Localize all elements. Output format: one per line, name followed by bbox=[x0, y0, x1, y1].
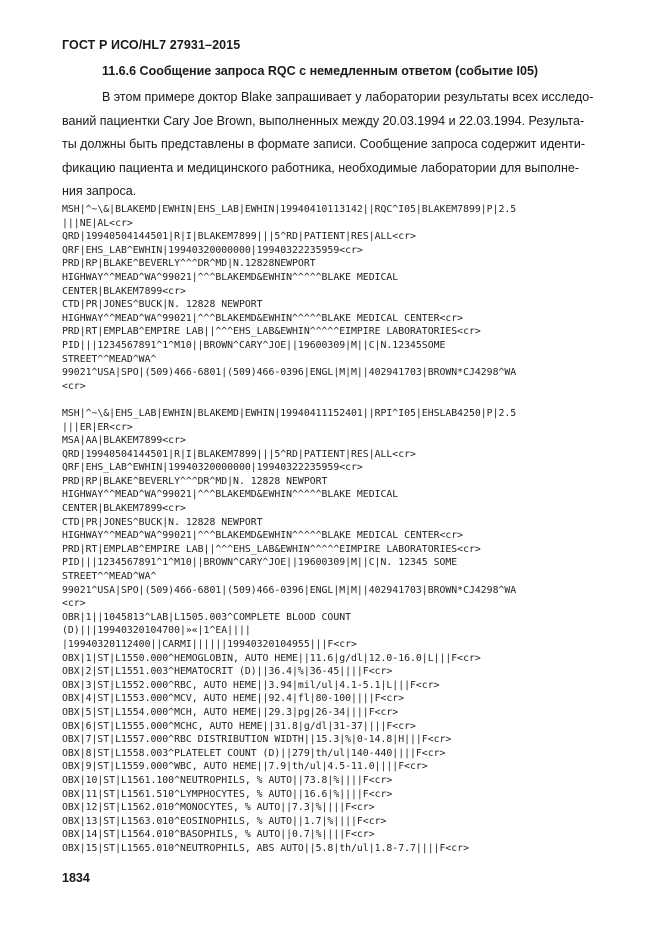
code-line: OBX|6|ST|L1555.000^MCHC, AUTO HEME||31.8|g/dl|31-37||||F<cr> bbox=[62, 720, 416, 732]
code-line: OBX|12|ST|L1562.010^MONOCYTES, % AUTO||7.3|%||||F<cr> bbox=[62, 802, 375, 814]
code-line: |19940320112400||CARMI||||||19940320104955|||F<cr> bbox=[62, 639, 357, 650]
code-line: QRF|EHS_LAB^EWHIN|19940320000000|19940322235959<cr> bbox=[62, 244, 363, 256]
code-line: |||NE|AL<cr> bbox=[62, 217, 133, 229]
code-line: HIGHWAY^^MEAD^WA^99021|^^^BLAKEMD&EWHIN^^^^^BLAKE MEDICAL bbox=[62, 489, 399, 501]
code-line: (D)|||19940320104700|»«|1^EA|||| bbox=[62, 625, 251, 637]
code-line: 99021^USA|SPO|(509)466-6801|(509)466-0396|ENGL|M|M||402941703|BROWN*CJ4298^WA bbox=[62, 584, 517, 596]
code-line: CENTER|BLAKEM7899<cr> bbox=[62, 503, 186, 515]
code-line: OBX|4|ST|L1553.000^MCV, AUTO HEME||92.4|fl|80-100||||F<cr> bbox=[62, 693, 405, 705]
code-line: OBX|15|ST|L1565.010^NEUTROPHILS, ABS AUTO||5.8|th/ul|1.8-7.7||||F<cr> bbox=[62, 842, 469, 854]
hl7-message-listing bbox=[62, 203, 634, 856]
code-line: HIGHWAY^^MEAD^WA^99021|^^^BLAKEMD&EWHIN^^^^^BLAKE MEDICAL CENTER<cr> bbox=[62, 312, 464, 324]
code-line: PID|||1234567891^1^M10||BROWN^CARY^JOE||19600309|M||C|N.12345SOME bbox=[62, 339, 446, 351]
code-line: |||ER|ER<cr> bbox=[62, 421, 133, 433]
intro-paragraph bbox=[62, 86, 630, 204]
code-line: OBR|1||1045813^LAB|L1505.003^COMPLETE BLOOD COUNT bbox=[62, 611, 352, 623]
code-line: MSH|^~\&|BLAKEMD|EWHIN|EHS_LAB|EWHIN|19940410113142||RQC^I05|BLAKEM7899|P|2.5 bbox=[62, 204, 517, 215]
code-line bbox=[62, 393, 634, 407]
code-line: OBX|7|ST|L1557.000^RBC DISTRIBUTION WIDTH||15.3|%|0-14.8|H|||F<cr> bbox=[62, 734, 452, 746]
code-line: OBX|11|ST|L1561.510^LYMPHOCYTES, % AUTO||16.6|%||||F<cr> bbox=[62, 788, 393, 800]
paragraph-line: ваний пациентки Cary Joe Brown, выполненных между 20.03.1994 и 22.03.1994. Результа- bbox=[62, 113, 585, 128]
code-line: OBX|2|ST|L1551.003^HEMATOCRIT (D)||36.4|%|36-45||||F<cr> bbox=[62, 666, 393, 678]
code-line: STREET^^MEAD^WA^ bbox=[62, 353, 157, 365]
code-line: OBX|10|ST|L1561.100^NEUTROPHILS, % AUTO||73.8|%||||F<cr> bbox=[62, 774, 393, 786]
code-line: OBX|9|ST|L1559.000^WBC, AUTO HEME||7.9|th/ul|4.5-11.0||||F<cr> bbox=[62, 761, 428, 773]
code-line: <cr> bbox=[62, 598, 86, 610]
code-line: 99021^USA|SPO|(509)466-6801|(509)466-0396|ENGL|M|M||402941703|BROWN*CJ4298^WA bbox=[62, 367, 517, 379]
document-header: ГОСТ Р ИСО/HL7 27931–2015 bbox=[62, 38, 241, 52]
code-line: OBX|8|ST|L1558.003^PLATELET COUNT (D)||279|th/ul|140-440||||F<cr> bbox=[62, 747, 446, 759]
paragraph-line: В этом примере доктор Blake запрашивает у лаборатории результаты всех исследо- bbox=[102, 90, 594, 104]
code-line: CTD|PR|JONES^BUCK|N. 12828 NEWPORT bbox=[62, 299, 263, 311]
code-line: STREET^^MEAD^WA^ bbox=[62, 571, 157, 583]
code-line: CTD|PR|JONES^BUCK|N. 12828 NEWPORT bbox=[62, 516, 263, 528]
code-line: HIGHWAY^^MEAD^WA^99021|^^^BLAKEMD&EWHIN^^^^^BLAKE MEDICAL bbox=[62, 271, 399, 283]
code-line: HIGHWAY^^MEAD^WA^99021|^^^BLAKEMD&EWHIN^^^^^BLAKE MEDICAL CENTER<cr> bbox=[62, 530, 464, 542]
code-line: MSA|AA|BLAKEM7899<cr> bbox=[62, 435, 186, 447]
code-line: CENTER|BLAKEM7899<cr> bbox=[62, 285, 186, 297]
paragraph-line: ты должны быть представлены в формате записи. Сообщение запроса содержит иденти- bbox=[62, 137, 585, 151]
section-heading: 11.6.6 Сообщение запроса RQC с немедленным ответом (событие I05) bbox=[102, 64, 539, 78]
paragraph-line: фикацию пациента и медицинского работника, необходимые лаборатории для выполне- bbox=[62, 160, 579, 175]
code-line: QRF|EHS_LAB^EWHIN|19940320000000|19940322235959<cr> bbox=[62, 462, 363, 474]
code-line: OBX|5|ST|L1554.000^MCH, AUTO HEME||29.3|pg|26-34||||F<cr> bbox=[62, 706, 399, 718]
code-line: QRD|19940504144501|R|I|BLAKEM7899|||5^RD|PATIENT|RES|ALL<cr> bbox=[62, 231, 416, 243]
code-line: <cr> bbox=[62, 380, 86, 392]
code-line: OBX|14|ST|L1564.010^BASOPHILS, % AUTO||0.7|%||||F<cr> bbox=[62, 829, 375, 841]
code-line: QRD|19940504144501|R|I|BLAKEM7899|||5^RD|PATIENT|RES|ALL<cr> bbox=[62, 448, 416, 460]
code-line: PRD|RT|EMPLAB^EMPIRE LAB||^^^EHS_LAB&EWHIN^^^^^EIMPIRE LABORATORIES<cr> bbox=[62, 326, 481, 338]
paragraph-line: ния запроса. bbox=[62, 184, 137, 198]
page-number: 1834 bbox=[62, 871, 90, 885]
code-line: OBX|3|ST|L1552.000^RBC, AUTO HEME||3.94|mil/ul|4.1-5.1|L|||F<cr> bbox=[62, 679, 440, 691]
code-line: PRD|RT|EMPLAB^EMPIRE LAB||^^^EHS_LAB&EWHIN^^^^^EIMPIRE LABORATORIES<cr> bbox=[62, 543, 481, 555]
code-line: OBX|13|ST|L1563.010^EOSINOPHILS, % AUTO||1.7|%||||F<cr> bbox=[62, 815, 387, 827]
code-line: PRD|RP|BLAKE^BEVERLY^^^DR^MD|N.12828NEWPORT bbox=[62, 258, 316, 270]
code-line: MSH|^~\&|EHS_LAB|EWHIN|BLAKEMD|EWHIN|19940411152401||RPI^I05|EHSLAB4250|P|2.5 bbox=[62, 407, 517, 419]
code-line: PID|||1234567891^1^M10||BROWN^CARY^JOE||19600309|M||C|N. 12345 SOME bbox=[62, 557, 458, 569]
code-line: PRD|RP|BLAKE^BEVERLY^^^DR^MD|N. 12828 NEWPORT bbox=[62, 475, 328, 487]
code-line: OBX|1|ST|L1550.000^HEMOGLOBIN, AUTO HEME||11.6|g/dl|12.0-16.0|L|||F<cr> bbox=[62, 652, 481, 664]
